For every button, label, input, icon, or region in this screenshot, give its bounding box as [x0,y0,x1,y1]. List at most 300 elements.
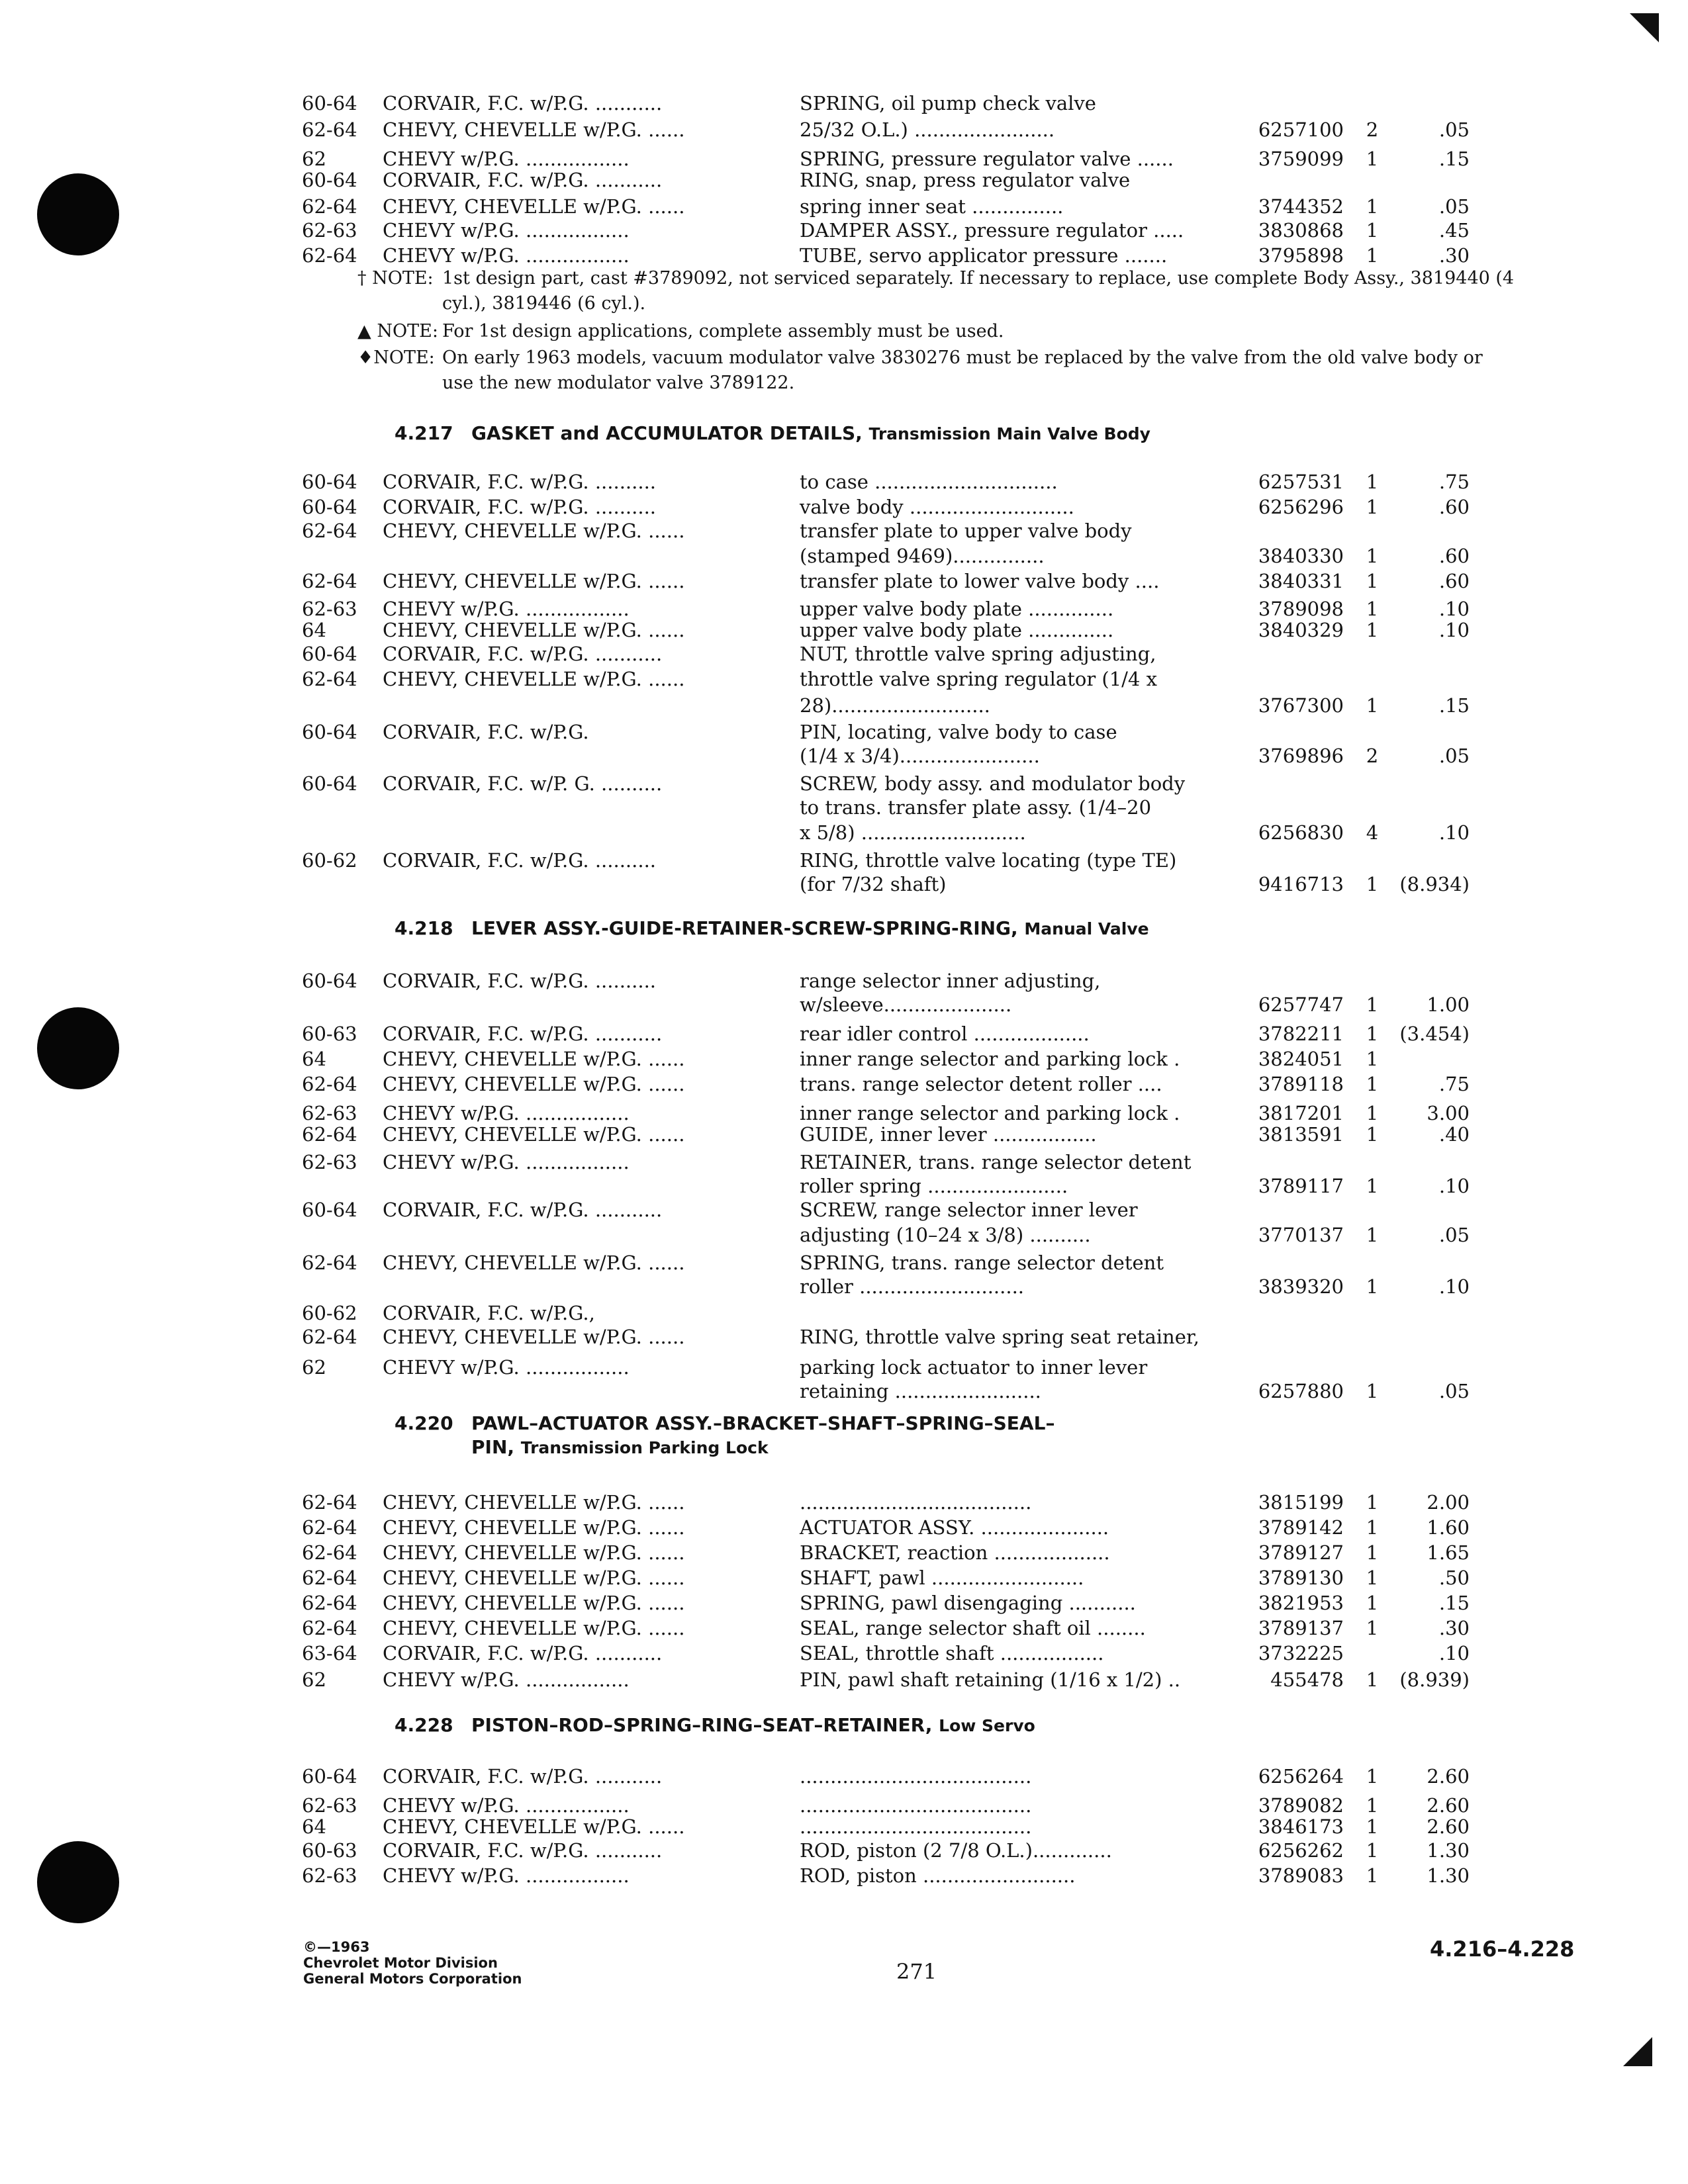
table-row [0,642,1688,668]
table-row [0,1490,1688,1517]
part-number: 3767300 [1258,694,1344,717]
part-description: 25/32 O.L.) ....................... [800,118,1055,141]
quantity: 2 [1366,745,1379,767]
model-years: 60-64 [302,496,357,518]
vehicle-application: CHEVY, CHEVELLE w/P.G. ...... [383,1123,685,1146]
model-years: 62-64 [302,520,357,542]
vehicle-application: CHEVY w/P.G. ................. [383,598,630,620]
vehicle-application: CHEVY, CHEVELLE w/P.G. ...... [383,1048,685,1070]
table-row [0,470,1688,496]
part-description: inner range selector and parking lock . [800,1102,1180,1124]
price-value: .60 [1438,545,1470,567]
vehicle-application: CORVAIR, F.C. w/P.G. ........... [383,1642,663,1664]
part-description: SEAL, throttle shaft ................. [800,1642,1104,1664]
vehicle-application: CHEVY, CHEVELLE w/P.G. ...... [383,1491,685,1514]
price-value: 1.60 [1427,1516,1470,1539]
model-years: 62-64 [302,1567,357,1589]
price-value: (8.939) [1399,1668,1470,1691]
part-number: 3789137 [1258,1617,1344,1639]
part-number: 3789083 [1258,1864,1344,1887]
part-description: to case .............................. [800,471,1058,493]
part-number: 3821953 [1258,1592,1344,1614]
table-row [0,1668,1688,1694]
table-row [0,519,1688,545]
note-1 [357,266,1523,316]
table-row [0,1839,1688,1865]
vehicle-application: CORVAIR, F.C. w/P.G. .......... [383,471,657,493]
part-description: SEAL, range selector shaft oil ........ [800,1617,1146,1639]
section-subtitle: Manual Valve [1024,919,1149,938]
vehicle-application: CHEVY, CHEVELLE w/P.G. ...... [383,1617,685,1639]
table-row [0,544,1688,570]
vehicle-application: CHEVY, CHEVELLE w/P.G. ...... [383,1251,685,1274]
part-number: 9416713 [1258,873,1344,895]
section-range: 4.216–4.228 [1430,1936,1575,1962]
price-value: 2.60 [1427,1765,1470,1788]
quantity: 1 [1366,1380,1379,1402]
vehicle-application: CORVAIR, F.C. w/P.G. ........... [383,1023,663,1045]
model-years: 62-64 [302,118,357,141]
note-label: † NOTE: [357,268,434,289]
section-228-heading [395,1714,1035,1737]
part-number: 6257747 [1258,993,1344,1016]
part-description: SPRING, oil pump check valve [800,92,1096,114]
part-number: 3789127 [1258,1541,1344,1564]
part-number: 3789130 [1258,1567,1344,1589]
table-row [0,744,1688,770]
table-row [0,1616,1688,1643]
part-number: 3744352 [1258,195,1344,218]
table-row [0,667,1688,694]
part-number: 3815199 [1258,1491,1344,1514]
table-row [0,1566,1688,1592]
part-description: NUT, throttle valve spring adjusting, [800,643,1156,665]
price-value: 3.00 [1427,1102,1470,1124]
quantity: 1 [1366,1864,1379,1887]
note-2 [357,319,1523,344]
model-years: 62-64 [302,1251,357,1274]
price-value: .75 [1438,1073,1470,1095]
part-description: PIN, locating, valve body to case [800,721,1117,743]
part-description: BRACKET, reaction ................... [800,1541,1110,1564]
model-years: 60-64 [302,92,357,114]
price-value: 1.00 [1427,993,1470,1016]
quantity: 1 [1366,1794,1379,1817]
price-value: 1.30 [1427,1839,1470,1862]
vehicle-application: CHEVY, CHEVELLE w/P.G. ...... [383,1516,685,1539]
section-title: LEVER ASSY.-GUIDE-RETAINER-SCREW-SPRING-RING, [471,917,1018,939]
vehicle-application: CHEVY w/P.G. ................. [383,148,630,170]
section-subtitle: Low Servo [939,1716,1035,1735]
price-value: (3.454) [1399,1023,1470,1045]
price-value: .40 [1438,1123,1470,1146]
price-value: 2.00 [1427,1491,1470,1514]
model-years: 60-64 [302,471,357,493]
part-description: spring inner seat ............... [800,195,1064,218]
table-row [0,495,1688,522]
price-value: 2.60 [1427,1815,1470,1838]
model-years: 62-64 [302,1326,357,1348]
model-years: 60-64 [302,1765,357,1788]
model-years: 62-64 [302,244,357,267]
section-title: PISTON–ROD–SPRING–RING–SEAT–RETAINER, [471,1714,933,1736]
part-description: x 5/8) ........................... [800,821,1026,844]
part-description: roller spring ....................... [800,1175,1068,1197]
part-number: 3770137 [1258,1224,1344,1246]
table-row [0,1864,1688,1890]
price-value: .10 [1438,1642,1470,1664]
part-number: 3789118 [1258,1073,1344,1095]
price-value: .15 [1438,148,1470,170]
price-value: .05 [1438,1224,1470,1246]
vehicle-application: CHEVY, CHEVELLE w/P.G. ...... [383,1326,685,1348]
model-years: 62-64 [302,1592,357,1614]
quantity: 1 [1366,1491,1379,1514]
vehicle-application: CORVAIR, F.C. w/P.G., [383,1302,595,1324]
part-description: RING, throttle valve locating (type TE) [800,849,1177,872]
vehicle-application: CHEVY, CHEVELLE w/P.G. ...... [383,619,685,641]
price-value: .30 [1438,244,1470,267]
section-subtitle: Transmission Main Valve Body [868,424,1150,443]
table-row [0,772,1688,798]
model-years: 62-64 [302,1123,357,1146]
section-218-heading [395,917,1149,940]
part-description: ...................................... [800,1815,1032,1838]
price-value: .15 [1438,694,1470,717]
table-row [0,618,1688,645]
part-number: 3839320 [1258,1275,1344,1298]
model-years: 62-64 [302,195,357,218]
table-row [0,694,1688,720]
part-number: 455478 [1270,1668,1344,1691]
quantity: 1 [1366,219,1379,242]
table-row [0,1301,1688,1328]
part-number: 3795898 [1258,244,1344,267]
table-row [0,720,1688,747]
quantity: 1 [1366,1765,1379,1788]
model-years: 62 [302,1668,326,1691]
vehicle-application: CORVAIR, F.C. w/P.G. .......... [383,496,657,518]
vehicle-application: CHEVY w/P.G. ................. [383,219,630,242]
table-row [0,1198,1688,1224]
table-row [0,993,1688,1019]
quantity: 1 [1366,993,1379,1016]
price-value: .50 [1438,1567,1470,1589]
part-number: 3759099 [1258,148,1344,170]
section-title: GASKET and ACCUMULATOR DETAILS, [471,422,863,444]
table-row [0,1047,1688,1073]
part-description: ROD, piston (2 7/8 O.L.)............. [800,1839,1112,1862]
part-number: 6256296 [1258,496,1344,518]
model-years: 62-64 [302,1516,357,1539]
quantity: 1 [1366,1123,1379,1146]
vehicle-application: CHEVY w/P.G. ................. [383,1668,630,1691]
price-value: .05 [1438,118,1470,141]
price-value: 2.60 [1427,1794,1470,1817]
corner-mark-bottom-right [1623,2037,1652,2066]
part-number: 3789142 [1258,1516,1344,1539]
quantity: 1 [1366,1541,1379,1564]
quantity: 1 [1366,1617,1379,1639]
model-years: 64 [302,619,326,641]
vehicle-application: CHEVY w/P.G. ................. [383,1102,630,1124]
vehicle-application: CHEVY, CHEVELLE w/P.G. ...... [383,195,685,218]
note-label: ♦NOTE: [357,347,435,368]
part-description: SPRING, pressure regulator valve ...... [800,148,1174,170]
quantity: 1 [1366,244,1379,267]
model-years: 60-63 [302,1023,357,1045]
model-years: 62 [302,148,326,170]
vehicle-application: CHEVY w/P.G. ................. [383,1151,630,1173]
part-number: 3840331 [1258,570,1344,592]
part-description: SPRING, trans. range selector detent [800,1251,1164,1274]
part-number: 3769896 [1258,745,1344,767]
footer-publisher [303,1939,522,1987]
part-description: RING, snap, press regulator valve [800,169,1131,191]
price-value: .30 [1438,1617,1470,1639]
part-description: upper valve body plate .............. [800,619,1114,641]
part-description: adjusting (10–24 x 3/8) .......... [800,1224,1091,1246]
part-description: throttle valve spring regulator (1/4 x [800,668,1157,690]
vehicle-application: CORVAIR, F.C. w/P.G. ........... [383,1765,663,1788]
part-number: 3840329 [1258,619,1344,641]
quantity: 1 [1366,1516,1379,1539]
vehicle-application: CHEVY, CHEVELLE w/P.G. ...... [383,1567,685,1589]
part-description: (stamped 9469)............... [800,545,1045,567]
price-value: .15 [1438,1592,1470,1614]
part-description: ...................................... [800,1491,1032,1514]
vehicle-application: CHEVY w/P.G. ................. [383,1864,630,1887]
table-row [0,1072,1688,1099]
quantity: 1 [1366,598,1379,620]
vehicle-application: CORVAIR, F.C. w/P.G. .......... [383,970,657,992]
part-description: SHAFT, pawl ......................... [800,1567,1084,1589]
price-value: .05 [1438,745,1470,767]
part-description: transfer plate to lower valve body .... [800,570,1160,592]
table-row [0,1641,1688,1668]
part-description: retaining ........................ [800,1380,1041,1402]
vehicle-application: CHEVY, CHEVELLE w/P.G. ...... [383,1541,685,1564]
vehicle-application: CORVAIR, F.C. w/P.G. ........... [383,643,663,665]
table-row [0,969,1688,995]
table-row [0,569,1688,596]
price-value: .05 [1438,1380,1470,1402]
part-number: 3813591 [1258,1123,1344,1146]
quantity: 1 [1366,619,1379,641]
quantity: 1 [1366,545,1379,567]
price-value: 1.30 [1427,1864,1470,1887]
part-description: RING, throttle valve spring seat retainer, [800,1326,1199,1348]
price-value: .45 [1438,219,1470,242]
table-row [0,1516,1688,1542]
vehicle-application: CORVAIR, F.C. w/P.G. ........... [383,1839,663,1862]
table-row [0,1591,1688,1617]
note-text: On early 1963 models, vacuum modulator valve 3830276 must be replaced by the valve from the old valve body or use the new modulator valve 3789122. [442,347,1483,393]
model-years: 62 [302,1356,326,1379]
part-number: 3817201 [1258,1102,1344,1124]
price-value: .60 [1438,496,1470,518]
price-value: (8.934) [1399,873,1470,895]
model-years: 63-64 [302,1642,357,1664]
section-number: 4.220 [395,1412,453,1434]
part-number: 3789117 [1258,1175,1344,1197]
corner-mark-top-right [1630,13,1659,42]
part-description: ACTUATOR ASSY. ..................... [800,1516,1109,1539]
model-years: 60-62 [302,1302,357,1324]
part-number: 3824051 [1258,1048,1344,1070]
part-description: upper valve body plate .............. [800,598,1114,620]
part-description: parking lock actuator to inner lever [800,1356,1148,1379]
vehicle-application: CORVAIR, F.C. w/P.G. ........... [383,169,663,191]
quantity: 1 [1366,1275,1379,1298]
part-description: SCREW, body assy. and modulator body [800,772,1186,795]
price-value: .10 [1438,821,1470,844]
note-label: ▲ NOTE: [357,321,438,341]
vehicle-application: CHEVY, CHEVELLE w/P.G. ...... [383,118,685,141]
table-row [0,796,1688,822]
table-row [0,1022,1688,1048]
model-years: 62-63 [302,219,357,242]
section-220-heading-line2 [471,1436,769,1459]
model-years: 62-63 [302,1102,357,1124]
model-years: 62-64 [302,570,357,592]
section-title: PAWL–ACTUATOR ASSY.–BRACKET–SHAFT–SPRING–SEAL– [471,1412,1055,1434]
part-description: ...................................... [800,1794,1032,1817]
vehicle-application: CORVAIR, F.C. w/P. G. .......... [383,772,663,795]
part-number: 3789098 [1258,598,1344,620]
part-number: 3789082 [1258,1794,1344,1817]
model-years: 62-63 [302,598,357,620]
table-row [0,218,1688,245]
section-title-continued: PIN, [471,1436,515,1458]
part-description: 28).......................... [800,694,990,717]
quantity: 1 [1366,1224,1379,1246]
section-220-heading [395,1412,1055,1435]
table-row [0,1174,1688,1201]
part-number: 6256830 [1258,821,1344,844]
part-description: roller ........................... [800,1275,1025,1298]
table-row [0,195,1688,221]
table-row [0,1251,1688,1277]
model-years: 62-63 [302,1151,357,1173]
price-value: .10 [1438,1275,1470,1298]
quantity: 1 [1366,148,1379,170]
part-number: 6257880 [1258,1380,1344,1402]
part-number: 6256262 [1258,1839,1344,1862]
part-number: 6257531 [1258,471,1344,493]
model-years: 60-64 [302,643,357,665]
table-row [0,1764,1688,1791]
vehicle-application: CHEVY, CHEVELLE w/P.G. ...... [383,668,685,690]
model-years: 62-63 [302,1794,357,1817]
part-description: PIN, pawl shaft retaining (1/16 x 1/2) .. [800,1668,1181,1691]
table-row [0,1355,1688,1382]
model-years: 60-64 [302,169,357,191]
price-value: .60 [1438,570,1470,592]
part-number: 3732225 [1258,1642,1344,1664]
note-text: 1st design part, cast #3789092, not serviced separately. If necessary to replace, use complete Body Assy., 3819440 (4 cyl.), 3819446 (6 cyl.). [442,268,1515,314]
part-description: GUIDE, inner lever ................. [800,1123,1097,1146]
note-3 [357,345,1523,396]
section-number: 4.217 [395,422,453,444]
table-row [0,1275,1688,1301]
quantity: 1 [1366,195,1379,218]
copyright: ©—1963 [303,1939,370,1955]
section-217-heading [395,422,1150,445]
vehicle-application: CHEVY, CHEVELLE w/P.G. ...... [383,520,685,542]
quantity: 1 [1366,1668,1379,1691]
table-row [0,1325,1688,1351]
part-description: ...................................... [800,1765,1032,1788]
quantity: 1 [1366,496,1379,518]
vehicle-application: CHEVY, CHEVELLE w/P.G. ...... [383,1073,685,1095]
table-row [0,91,1688,118]
model-years: 62-64 [302,1491,357,1514]
part-number: 3846173 [1258,1815,1344,1838]
vehicle-application: CORVAIR, F.C. w/P.G. ........... [383,92,663,114]
section-subtitle: Transmission Parking Lock [520,1438,769,1457]
model-years: 62-64 [302,1617,357,1639]
page-number: 271 [896,1959,937,1984]
part-description: DAMPER ASSY., pressure regulator ..... [800,219,1184,242]
part-description: w/sleeve..................... [800,993,1012,1016]
model-years: 60-64 [302,772,357,795]
part-description: TUBE, servo applicator pressure ....... [800,244,1168,267]
table-row [0,821,1688,847]
quantity: 1 [1366,1815,1379,1838]
table-row [0,1815,1688,1841]
part-description: transfer plate to upper valve body [800,520,1132,542]
table-row [0,872,1688,899]
vehicle-application: CORVAIR, F.C. w/P.G. ........... [383,1199,663,1221]
quantity: 1 [1366,1023,1379,1045]
price-value: .10 [1438,598,1470,620]
price-value: .05 [1438,195,1470,218]
model-years: 64 [302,1815,326,1838]
part-description: SCREW, range selector inner lever [800,1199,1138,1221]
quantity: 1 [1366,694,1379,717]
part-description: range selector inner adjusting, [800,970,1101,992]
vehicle-application: CHEVY w/P.G. ................. [383,1794,630,1817]
model-years: 62-64 [302,1541,357,1564]
division-name: Chevrolet Motor Division [303,1955,498,1971]
section-number: 4.218 [395,917,453,939]
quantity: 1 [1366,873,1379,895]
part-number: 6256264 [1258,1765,1344,1788]
quantity: 1 [1366,1048,1379,1070]
model-years: 60-63 [302,1839,357,1862]
price-value: .75 [1438,471,1470,493]
table-row [0,168,1688,195]
model-years: 60-64 [302,1199,357,1221]
quantity: 1 [1366,1839,1379,1862]
part-number: 3840330 [1258,545,1344,567]
part-description: inner range selector and parking lock . [800,1048,1180,1070]
quantity: 1 [1366,570,1379,592]
note-text: For 1st design applications, complete assembly must be used. [442,321,1004,341]
table-row [0,1541,1688,1567]
model-years: 60-64 [302,721,357,743]
quantity: 1 [1366,1592,1379,1614]
quantity: 1 [1366,471,1379,493]
part-number: 3830868 [1258,219,1344,242]
quantity: 1 [1366,1073,1379,1095]
vehicle-application: CHEVY, CHEVELLE w/P.G. ...... [383,1592,685,1614]
table-row [0,1223,1688,1250]
part-description: SPRING, pawl disengaging ........... [800,1592,1136,1614]
table-row [0,1122,1688,1149]
table-row [0,118,1688,144]
